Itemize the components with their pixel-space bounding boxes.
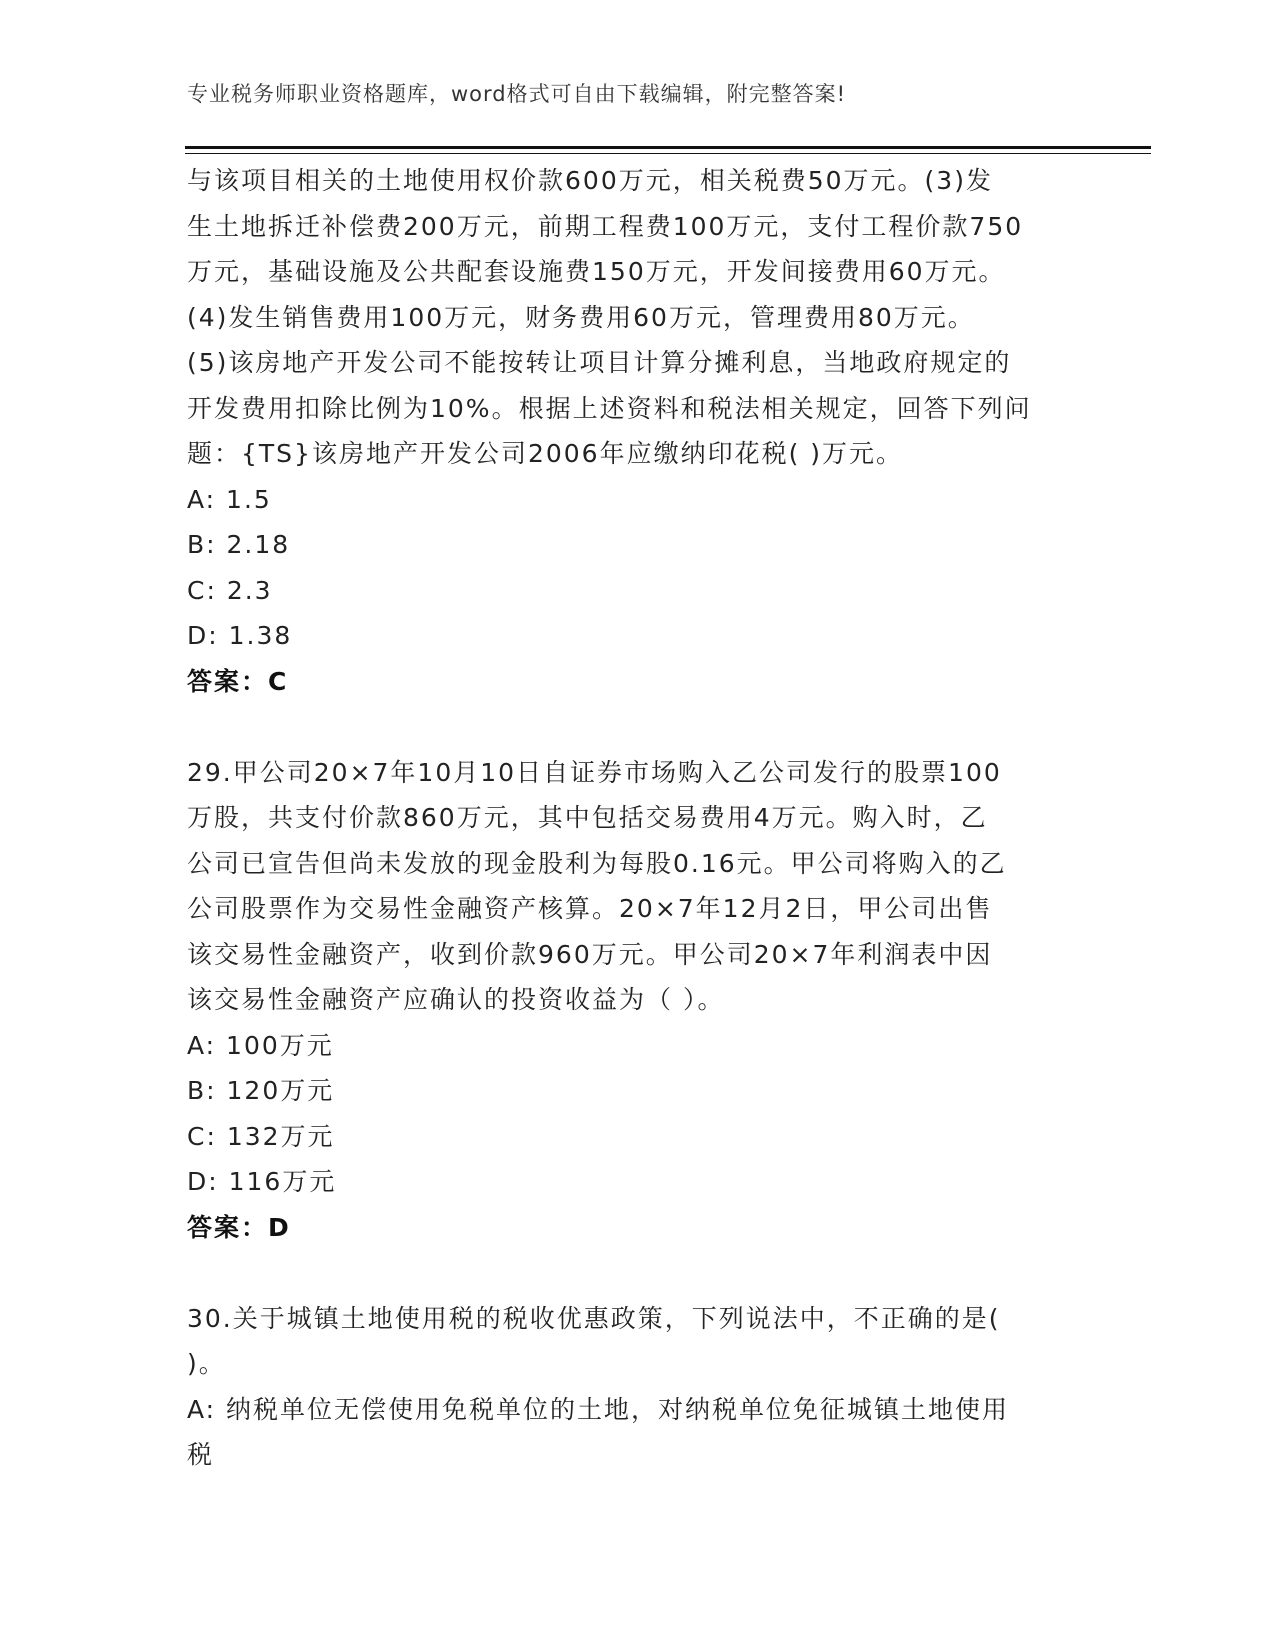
question-text-line: 该交易性金融资产应确认的投资收益为（ ）。	[187, 985, 725, 1014]
option-a: A: 纳税单位无偿使用免税单位的土地，对纳税单位免征城镇土地使用	[187, 1394, 1010, 1424]
question-text-line: 29.甲公司20×7年10月10日自证券市场购入乙公司发行的股票100	[187, 757, 1002, 787]
question-29	[187, 750, 1087, 1251]
answer: 答案：C	[187, 666, 289, 696]
question-text-line: (4)发生销售费用100万元，财务费用60万元，管理费用80万元。	[187, 302, 975, 332]
question-text-line: (5)该房地产开发公司不能按转让项目计算分摊利息，当地政府规定的	[187, 348, 1012, 377]
document-body	[187, 158, 1087, 1478]
option-b: B: 120万元	[187, 1076, 335, 1105]
question-28	[187, 158, 1087, 704]
header-rule-thin	[185, 153, 1151, 154]
question-text-line: 万元，基础设施及公共配套设施费150万元，开发间接费用60万元。	[187, 257, 1006, 286]
question-text-line: 该交易性金融资产，收到价款960万元。甲公司20×7年利润表中因	[187, 939, 993, 969]
spacer	[187, 1250, 1087, 1296]
question-text-line: 公司股票作为交易性金融资产核算。20×7年12月2日，甲公司出售	[187, 894, 993, 923]
spacer	[187, 704, 1087, 750]
option-a: A: 1.5	[187, 484, 272, 514]
option-c: C: 2.3	[187, 575, 273, 605]
option-a: A: 100万元	[187, 1030, 334, 1060]
option-b: B: 2.18	[187, 530, 291, 559]
header-rule-thick	[185, 146, 1151, 149]
question-text-line: 开发费用扣除比例为10%。根据上述资料和税法相关规定，回答下列问	[187, 393, 1032, 423]
question-text-line: 与该项目相关的土地使用权价款600万元，相关税费50万元。(3)发	[187, 166, 993, 195]
page-header: 专业税务师职业资格题库，word格式可自由下载编辑，附完整答案!	[187, 82, 847, 106]
answer: 答案：D	[187, 1212, 291, 1242]
question-30	[187, 1296, 1087, 1478]
option-c: C: 132万元	[187, 1121, 335, 1151]
question-text-line: 生土地拆迁补偿费200万元，前期工程费100万元，支付工程价款750	[187, 211, 1024, 241]
option-d: D: 116万元	[187, 1167, 337, 1196]
question-text-line: 题：{TS}该房地产开发公司2006年应缴纳印花税( )万元。	[187, 439, 904, 468]
option-d: D: 1.38	[187, 621, 293, 650]
question-text-line: )。	[187, 1349, 226, 1378]
question-text-line: 万股，共支付价款860万元，其中包括交易费用4万元。购入时，乙	[187, 803, 988, 832]
question-text-line: 30.关于城镇土地使用税的税收优惠政策，下列说法中，不正确的是(	[187, 1303, 1001, 1333]
question-text-line: 公司已宣告但尚未发放的现金股利为每股0.16元。甲公司将购入的乙	[187, 848, 1007, 878]
option-a-continued: 税	[187, 1440, 215, 1469]
